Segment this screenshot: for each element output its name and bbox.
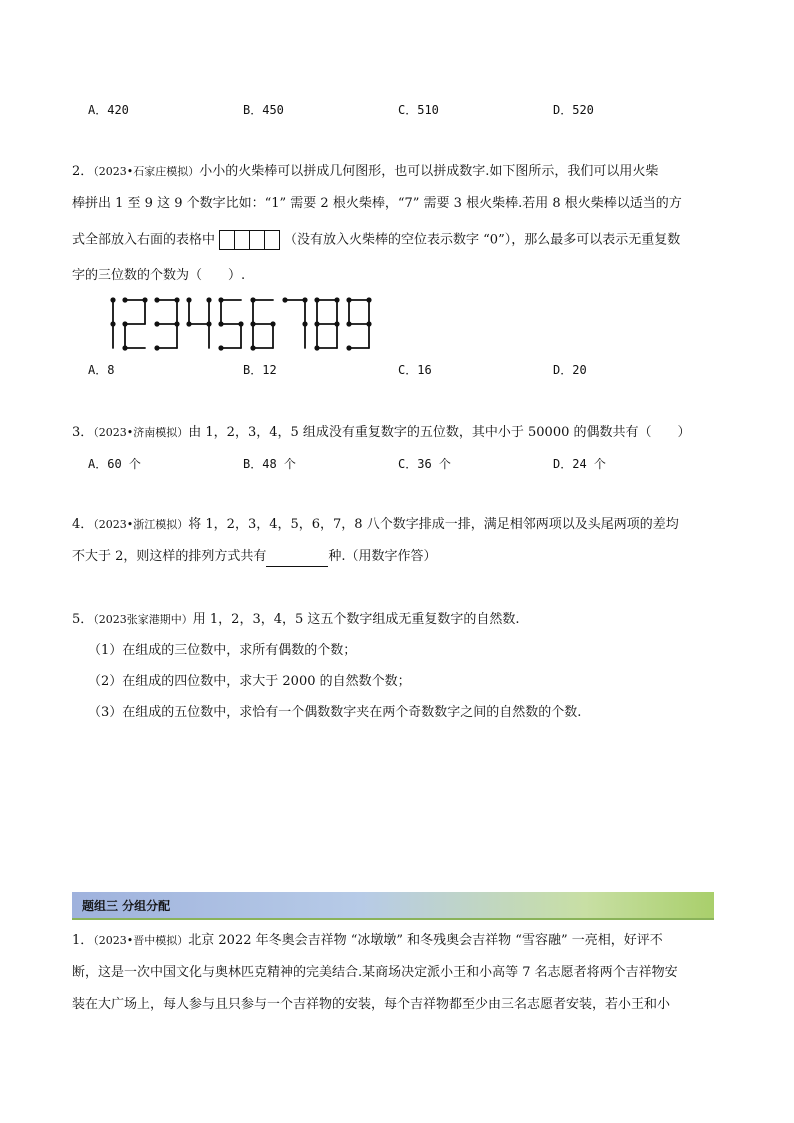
q1-option-b: B．450 [243,103,284,117]
matchstick-head [206,297,211,302]
matchstick-head [250,321,255,326]
matchstick-head [314,297,319,302]
q3-line-1: 3．（2023•济南模拟）由 1，2，3，4，5 组成没有重复数字的五位数，其中小于 50000 的偶数共有（ ） [72,425,691,440]
matchstick-head [302,321,307,326]
matchstick-head [334,297,339,302]
q2-option-a: A．8 [88,363,115,377]
matchstick-head [346,321,351,326]
matchstick-head [366,297,371,302]
q2-line-4: 字的三位数的个数为（ ）. [72,268,246,283]
matchstick-head [122,297,127,302]
q4-line-2: 不大于 2，则这样的排列方式共有 种.（用数字作答） [72,547,437,567]
matchstick-head [154,297,159,302]
s3q1-line-3: 装在大广场上，每人参与且只参与一个吉祥物的安装，每个吉祥物都至少由三名志愿者安装，若小王和小 [72,997,671,1012]
q2-line-2: 棒拼出 1 至 9 这 9 个数字比如：“1” 需要 2 根火柴棒，“7” 需要 3 根火柴棒.若用 8 根火柴棒以适当的方 [72,196,682,211]
q3-option-d: D．24 个 [553,457,606,471]
section-header-bar [72,892,714,920]
matchstick-head [282,297,287,302]
q4-line-1: 4．（2023•浙江模拟）将 1，2，3，4，5，6，7，8 八个数字排成一排，满足相邻两项以及头尾两项的差均 [72,517,679,532]
matchstick-head [110,321,115,326]
matchstick-head [218,345,223,350]
matchstick-head [334,321,339,326]
matchstick-head [110,297,115,302]
q2-line-1: 2．（2023•石家庄模拟）小小的火柴棒可以拼成几何图形，也可以拼成数字.如下图所示，我们可以用火柴 [72,164,659,179]
matchstick-head [142,297,147,302]
q3-option-c: C．36 个 [398,457,451,471]
matchstick-head [314,345,319,350]
matchstick-head [186,297,191,302]
s3q1-line-2: 断，这是一次中国文化与奥林匹克精神的完美结合.某商场决定派小王和小高等 7 名志愿者将两个吉祥物安 [72,965,678,980]
matchstick-head [314,321,319,326]
q5-sub-3: （3）在组成的五位数中，求恰有一个偶数数字夹在两个奇数数字之间的自然数的个数. [88,705,582,720]
matchstick-head [346,345,351,350]
q2-option-d: D．20 [553,363,587,377]
matchstick-head [250,297,255,302]
matchstick-head [218,321,223,326]
answer-blank[interactable] [266,552,328,567]
matchstick-head [154,345,159,350]
matchstick-head [366,321,371,326]
matchstick-head [186,321,191,326]
matchstick-head [238,321,243,326]
matchstick-head [270,321,275,326]
matchstick-head [154,321,159,326]
q1-option-d: D．520 [553,103,594,117]
matchstick-head [122,321,127,326]
q5-line-1: 5．（2023张家港期中）用 1，2，3，4，5 这五个数字组成无重复数字的自然数. [72,612,520,627]
q5-sub-1: （1）在组成的三位数中，求所有偶数的个数； [88,643,357,658]
section-title: 题组三 分组分配 [82,899,171,913]
q5-sub-2: （2）在组成的四位数中，求大于 2000 的自然数个数； [88,674,411,689]
matchstick-head [346,297,351,302]
q3-option-a: A．60 个 [88,457,141,471]
q1-option-a: A．420 [88,103,129,117]
q2-option-c: C．16 [398,363,432,377]
matchstick-head [174,321,179,326]
matchstick-grid-boxes [219,230,280,250]
q3-option-b: B．48 个 [243,457,296,471]
q2-option-b: B．12 [243,363,277,377]
q1-option-c: C．510 [398,103,439,117]
matchstick-digits-figure [85,296,395,356]
matchstick-head [174,297,179,302]
matchstick-head [122,345,127,350]
s3q1-line-1: 1．（2023•晋中模拟）北京 2022 年冬奥会吉祥物 “冰墩墩” 和冬残奥会吉祥物 “雪容融” 一亮相，好评不 [72,933,663,948]
matchstick-head [218,297,223,302]
q2-line-3: 式全部放入右面的表格中 （没有放入火柴棒的空位表示数字 “0”），那么最多可以表示无重复数 [72,230,680,251]
matchstick-head [302,297,307,302]
matchstick-head [250,345,255,350]
matchstick-head [206,321,211,326]
